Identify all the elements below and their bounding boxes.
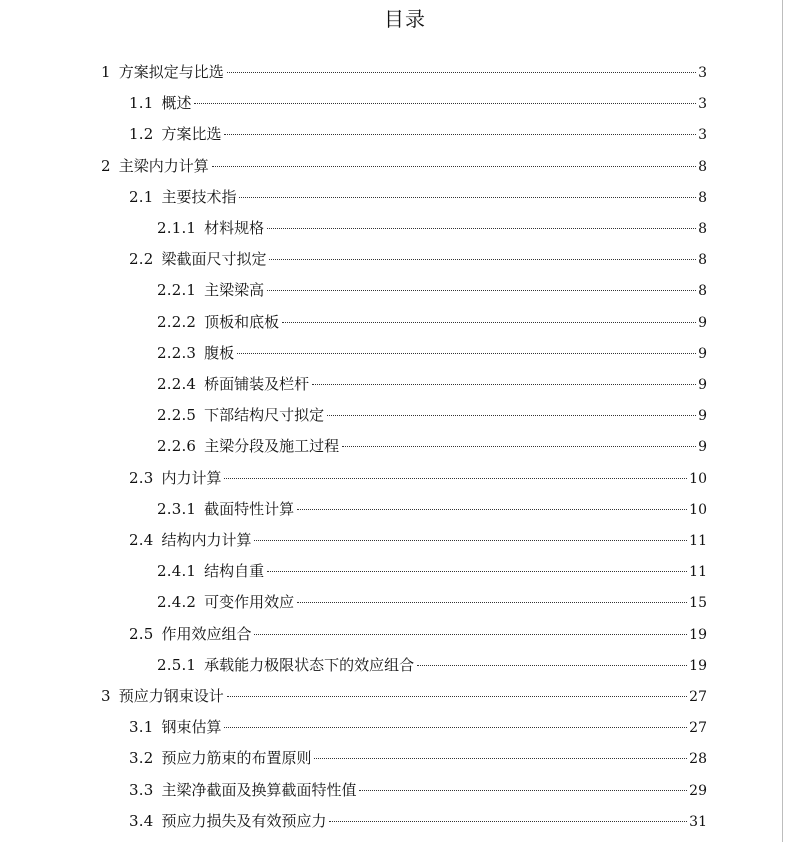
toc-entry-page-number: 8 [698,221,707,237]
toc-entry-label: 作用效应组合 [161,624,252,643]
page-title: 目录 [384,7,426,31]
toc-entry-number: 2.4 [129,531,154,549]
toc-entry-label: 截面特性计算 [204,499,295,518]
toc-entry-label: 预应力筋束的布置原则 [161,749,312,768]
toc-entry-page-number: 3 [698,96,707,113]
toc-entry[interactable] [157,650,707,681]
dot-leader [227,696,687,697]
toc-entry[interactable] [157,400,707,431]
toc-entry-page-number: 11 [689,564,707,581]
toc-entry[interactable] [157,556,707,587]
toc-entry-label: 方案拟定与比选 [118,63,224,81]
toc-entry-label: 主梁梁高 [204,281,265,300]
toc-entry-number: 2.3.1 [157,499,197,518]
toc-entry-page-number: 31 [689,813,707,830]
toc-entry-number: 2.2 [129,250,154,269]
toc-entry-page-number: 9 [698,377,707,393]
toc-entry[interactable] [157,369,707,400]
dot-leader [212,166,696,167]
toc-entry-number: 1.2 [129,125,154,144]
toc-entry-number: 3.4 [129,811,154,830]
toc-entry-label: 内力计算 [161,468,222,487]
toc-entry-number: 2.4.1 [157,562,197,581]
toc-entry[interactable] [129,775,707,806]
toc-entry[interactable] [129,463,707,494]
toc-entry-number: 2 [101,156,111,175]
toc-entry-number: 1 [101,63,111,81]
toc-entry[interactable] [101,151,707,182]
toc-entry[interactable] [129,712,707,743]
toc-entry-number: 3.2 [129,749,154,768]
toc-entry-label: 钢束估算 [161,718,222,737]
toc-entry-label: 顶板和底板 [204,312,280,331]
toc-entry[interactable] [157,213,707,244]
toc-entry-page-number: 10 [689,501,707,518]
dot-leader [269,259,696,260]
toc-entry[interactable] [129,806,707,837]
dot-leader [224,134,696,135]
toc-entry-page-number: 8 [698,189,707,206]
toc-entry-label: 方案比选 [161,125,222,144]
toc-entry-number: 2.1 [129,187,154,206]
toc-entry-number: 3.1 [129,718,154,737]
dot-leader [224,478,687,479]
toc-entry[interactable] [129,119,707,150]
toc-entry-number: 2.2.5 [157,406,197,425]
toc-entry[interactable] [129,182,707,213]
dot-leader [194,103,696,104]
toc-entry[interactable] [101,681,707,712]
toc-entry-label: 预应力损失及有效预应力 [161,811,327,830]
dot-leader [224,727,687,728]
toc-entry-page-number: 9 [698,314,707,331]
toc-entry-number: 2.2.2 [157,312,197,331]
dot-leader [267,290,696,291]
toc-entry-page-number: 15 [689,595,707,612]
dot-leader [359,790,687,791]
toc-entry-page-number: 10 [689,470,707,487]
dot-leader [227,72,696,73]
dot-leader [297,509,687,510]
dot-leader [254,634,687,635]
toc-entry-page-number: 28 [689,751,707,768]
toc-entry-page-number: 3 [698,127,707,144]
toc-entry-label: 结构自重 [204,562,265,581]
toc-entry-number: 2.2.1 [157,281,197,300]
toc-entry[interactable] [157,431,707,462]
toc-entry-label: 主要技术指 [161,187,237,206]
dot-leader [267,571,687,572]
toc-entry-page-number: 27 [689,720,707,737]
toc-entry-label: 主梁分段及施工过程 [204,437,340,456]
dot-leader [267,228,696,229]
toc-entry-label: 材料规格 [204,219,265,237]
toc-entry-label: 可变作用效应 [204,593,295,612]
dot-leader [239,197,696,198]
toc-entry-label: 承载能力极限状态下的效应组合 [204,655,415,674]
toc-entry-number: 2.2.6 [157,437,197,456]
dot-leader [237,353,696,354]
toc-entry-label: 主梁内力计算 [118,156,209,175]
dot-leader [327,415,696,416]
toc-entry-page-number: 9 [698,345,707,362]
toc-entry-label: 主梁净截面及换算截面特性值 [161,780,357,799]
toc-entry-label: 腹板 [204,343,235,362]
toc-entry-page-number: 19 [689,626,707,643]
toc-entry-label: 预应力钢束设计 [118,687,224,705]
toc-entry-page-number: 8 [698,158,707,175]
toc-entry-page-number: 3 [698,65,707,81]
toc-entry-number: 2.2.4 [157,375,197,393]
toc-entry-page-number: 27 [689,689,707,705]
dot-leader [254,540,687,541]
toc-entry-page-number: 29 [689,782,707,799]
dot-leader [297,602,687,603]
dot-leader [329,821,687,822]
toc-entry-number: 2.3 [129,468,154,487]
toc-entry-page-number: 8 [698,283,707,300]
toc-entry-number: 1.1 [129,94,154,113]
page-edge-divider [782,0,783,842]
toc-entry-number: 2.5.1 [157,655,197,674]
dot-leader [417,665,687,666]
toc-entry[interactable] [157,338,707,369]
toc-entry[interactable] [129,88,707,119]
toc-entry-number: 2.2.3 [157,343,197,362]
toc-entry[interactable] [101,57,707,88]
dot-leader [312,384,696,385]
toc-entry-number: 2.5 [129,624,154,643]
toc-entry-number: 2.4.2 [157,593,197,612]
toc-entry-number: 3.3 [129,780,154,799]
dot-leader [282,322,696,323]
toc-entry[interactable] [157,275,707,306]
toc-entry-label: 下部结构尺寸拟定 [204,406,325,425]
toc-entry-label: 桥面铺装及栏杆 [204,375,310,393]
toc-entry-page-number: 9 [698,439,707,456]
toc-entry-page-number: 19 [689,657,707,674]
toc-entry-number: 2.1.1 [157,219,197,237]
dot-leader [342,446,696,447]
toc-entry[interactable] [129,619,707,650]
toc-entry-label: 梁截面尺寸拟定 [161,250,267,269]
toc-entry-page-number: 8 [698,252,707,269]
toc-entry-label: 概述 [161,94,192,113]
toc-entry-page-number: 9 [698,408,707,425]
toc-entry[interactable] [157,587,707,618]
toc-entry[interactable] [129,244,707,275]
toc-entry[interactable] [157,307,707,338]
toc-entry-label: 结构内力计算 [161,531,252,549]
toc-entry[interactable] [157,494,707,525]
dot-leader [314,758,687,759]
toc-entry[interactable] [129,743,707,774]
toc-entry-number: 3 [101,687,111,705]
toc-entry[interactable] [129,525,707,556]
toc-entry-page-number: 11 [689,533,707,549]
